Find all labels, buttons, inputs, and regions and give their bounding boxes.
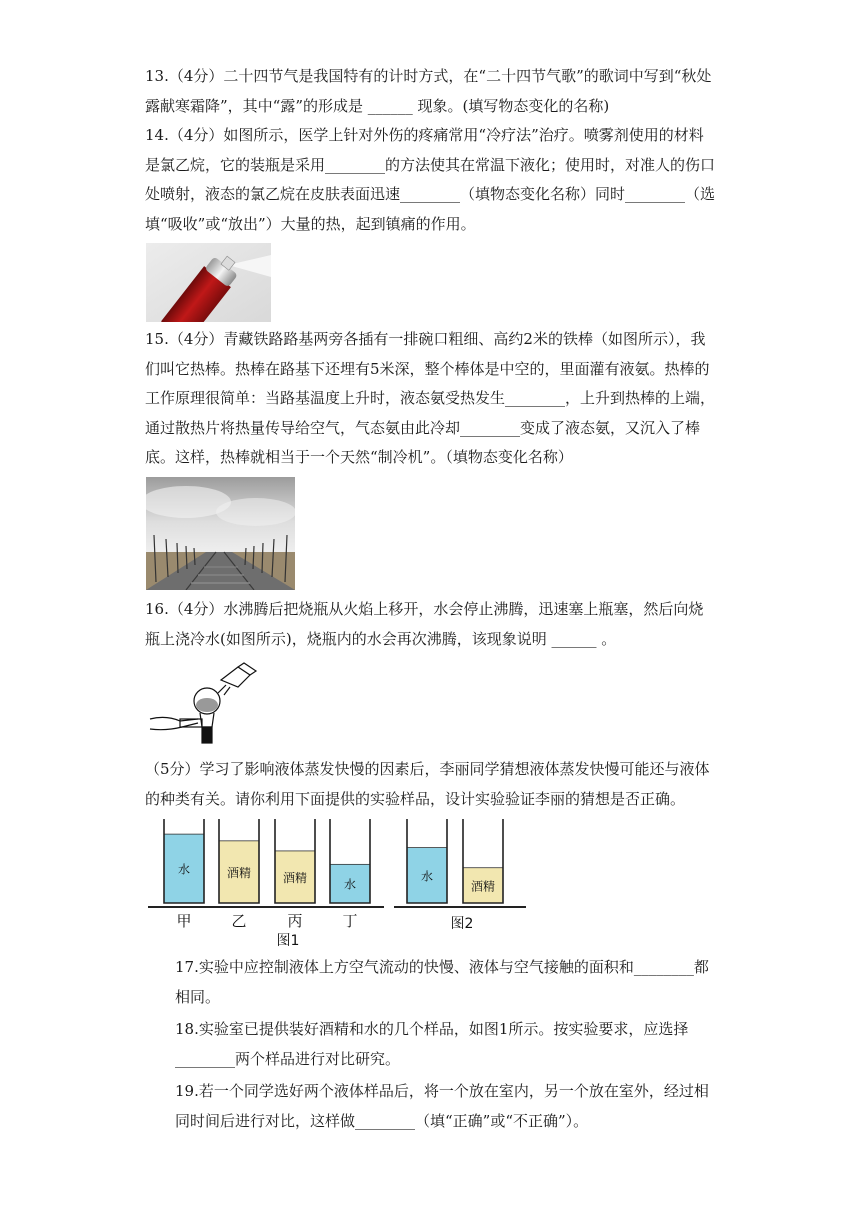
question-19-text: 19.若一个同学选好两个液体样品后，将一个放在室内，另一个放在室外，经过相同时间后进行对比，这样做________（填“正确”或“不正确”）。 <box>175 1082 709 1130</box>
railway-image <box>146 477 295 590</box>
beaker-label-乙: 乙 <box>231 912 247 930</box>
beaker-label-甲: 甲 <box>176 912 192 930</box>
question-14 <box>145 121 715 239</box>
beaker-label-丁: 丁 <box>342 912 358 930</box>
question-18-text: 18.实验室已提供装好酒精和水的几个样品，如图1所示。按实验要求，应选择________两个样品进行对比研究。 <box>175 1020 689 1068</box>
flask-sketch-image <box>146 657 258 747</box>
question-15-text: 15.（4分）青藏铁路路基两旁各插有一排碗口粗细、高约2米的铁棒（如图所示），我们叫它热棒。热棒在路基下还埋有5米深，整个棒体是中空的，里面灌有液氨。热棒的工作原理很简单：当路基温度上升时，液态氨受热发生________，上升到热棒的上端，通过散热片将热量传导给空气，气态氨由此冷却________变成了液态氨，又沉入了棒底。这样，热棒就相当于一个天然“制冷机”。（填物态变化名称） <box>145 330 716 466</box>
question-13 <box>145 62 715 121</box>
question-14-text: 14.（4分）如图所示，医学上针对外伤的疼痛常用“冷疗法”治疗。喷雾剂使用的材料是氯乙烷，它的装瓶是采用________的方法使其在常温下液化；使用时，对准人的伤口处喷射，液态的氯乙烷在皮肤表面迅速________（填物态变化名称）同时________（选填“吸收”或“放出”）大量的热，起到镇痛的作用。 <box>145 126 716 233</box>
liquid-label-甲: 水 <box>177 862 191 877</box>
question-15 <box>145 325 715 473</box>
liquid-label-丁: 水 <box>343 877 357 892</box>
question-17-text: 17.实验中应控制液体上方空气流动的快慢、液体与空气接触的面积和________都相同。 <box>175 958 709 1006</box>
figure-2-liquid-label-0: 水 <box>420 869 434 884</box>
beaker-figure <box>146 815 531 950</box>
sub-questions <box>175 953 715 1139</box>
question-13-text: 13.（4分）二十四节气是我国特有的计时方式，在“二十四节气歌”的歌词中写到“秋处露献寒霜降”，其中“露”的形成是 ______ 现象。(填写物态变化的名称) <box>145 67 712 115</box>
question-16 <box>145 595 715 654</box>
liquid-label-丙: 酒精 <box>282 870 308 885</box>
figure-2-liquid-label-1: 酒精 <box>470 879 496 894</box>
question-16-text: 16.（4分）水沸腾后把烧瓶从火焰上移开，水会停止沸腾，迅速塞上瓶塞，然后向烧瓶上浇冷水(如图所示)，烧瓶内的水会再次沸腾，该现象说明 ______ 。 <box>145 600 704 648</box>
spray-can-image <box>146 243 271 322</box>
liquid-label-乙: 酒精 <box>226 865 252 880</box>
beaker-label-丙: 丙 <box>287 912 303 930</box>
question-evaporation-text: （5分）学习了影响液体蒸发快慢的因素后，李丽同学猜想液体蒸发快慢可能还与液体的种类有关。请你利用下面提供的实验样品，设计实验验证李丽的猜想是否正确。 <box>145 760 710 808</box>
beaker-figure-svg <box>146 815 531 950</box>
figure-1-caption: 图1 <box>276 933 300 949</box>
question-evaporation <box>145 755 715 814</box>
figure-2-caption: 图2 <box>450 916 474 932</box>
